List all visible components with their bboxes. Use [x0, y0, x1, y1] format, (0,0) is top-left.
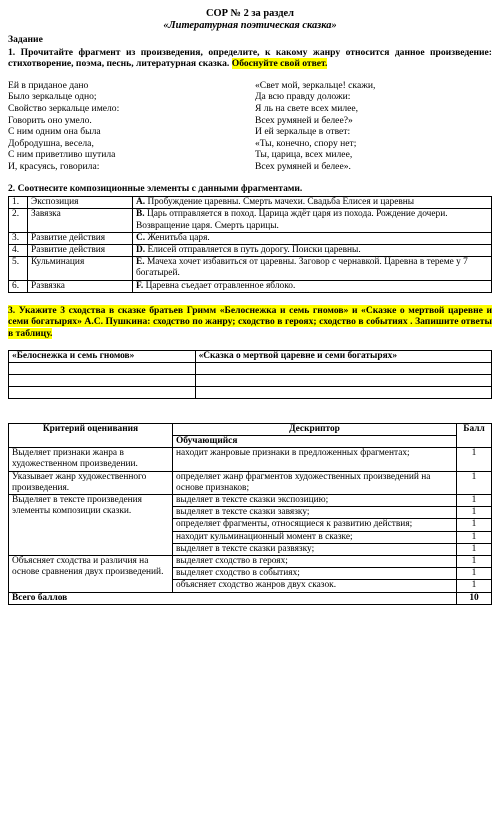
poem-line: И ей зеркальце в ответ:: [255, 126, 351, 138]
element-name: Развязка: [28, 280, 133, 292]
poem-line: Ей в приданое дано: [8, 79, 89, 91]
element-number: 6.: [9, 280, 28, 292]
poem-right-column: [245, 80, 492, 173]
fragment-cell: [133, 244, 492, 256]
rubric-descriptor: выделяет в тексте сказки экспозицию;: [173, 494, 457, 506]
fragment-letter: F.: [136, 280, 144, 291]
element-name: Развитие действия: [28, 244, 133, 256]
answer-cell[interactable]: [9, 362, 196, 374]
fragment-letter: B.: [136, 209, 145, 220]
fragment-letter: D.: [136, 244, 146, 255]
poem-line: Всех румяней и белее».: [255, 160, 351, 172]
poem-line: «Ты, конечно, спору нет;: [255, 137, 357, 149]
element-name: Развитие действия: [28, 232, 133, 244]
rubric-descriptor-header: Дескриптор: [173, 423, 457, 435]
poem-line: Ты, царица, всех милее,: [255, 149, 353, 161]
task2-title: 2. Соотнесите композиционные элементы с данными фрагментами.: [8, 182, 303, 194]
poem-line: С ним одним она была: [8, 126, 101, 138]
rubric-descriptor: выделяет в тексте сказки завязку;: [173, 507, 457, 519]
composition-row: [9, 244, 492, 256]
fragment-letter: E.: [136, 257, 145, 268]
rubric-descriptor: находит жанровые признаки в предложенных фрагментах;: [173, 448, 457, 471]
fragment-letter: C.: [136, 232, 146, 243]
composition-row: [9, 209, 492, 232]
element-number: 4.: [9, 244, 28, 256]
element-name: Завязка: [28, 209, 133, 232]
poem-line: Добродушна, весела,: [8, 137, 94, 149]
element-name: Экспозиция: [28, 197, 133, 209]
rubric-score: 1: [457, 580, 492, 592]
composition-row: [9, 257, 492, 280]
rubric-row: [9, 555, 492, 567]
rubric-criterion: Указывает жанр художественного произведения.: [9, 471, 173, 494]
rubric-student-header: Обучающийся: [173, 435, 457, 447]
composition-row: [9, 280, 492, 292]
element-number: 1.: [9, 197, 28, 209]
doc-header-line2: «Литературная поэтическая сказка»: [163, 20, 337, 31]
rubric-score-header: Балл: [457, 423, 492, 447]
doc-header-line1: СОР № 2 за раздел: [206, 8, 294, 19]
rubric-descriptor: определяет жанр фрагментов художественных произведений на основе признаков;: [173, 471, 457, 494]
answer-cell[interactable]: [9, 374, 196, 386]
composition-table: [8, 196, 492, 293]
composition-row: [9, 232, 492, 244]
poem-line: «Свет мой, зеркальце! скажи,: [255, 79, 376, 91]
fragment-cell: [133, 232, 492, 244]
fragment-text: Пробуждение царевны. Смерть мачехи. Свадьба Елисея и царевны: [145, 197, 415, 208]
answer-cell[interactable]: [195, 362, 491, 374]
element-name: Кульминация: [28, 257, 133, 280]
answer-cell[interactable]: [9, 386, 196, 398]
fragment-text: Мачеха хочет избавиться от царевны. Заговор с чернавкой. Царевна в тереме у 7 богатырей.: [136, 257, 468, 279]
task1: [8, 47, 492, 70]
answer-cell[interactable]: [195, 386, 491, 398]
task3: [8, 305, 492, 340]
similarities-table: [8, 350, 492, 399]
poem-line: Говорить оно умело.: [8, 114, 92, 126]
rubric-row: [9, 471, 492, 494]
similarities-col1-header: «Белоснежка и семь гномов»: [9, 350, 196, 362]
similarities-col2-header: «Сказка о мертвой царевне и семи богатырях»: [195, 350, 491, 362]
fragment-cell: [133, 257, 492, 280]
fragment-cell: [133, 197, 492, 209]
fragment-letter: A.: [136, 197, 146, 208]
rubric-score: 1: [457, 507, 492, 519]
rubric-row: [9, 448, 492, 471]
poem-line: Свойство зеркальце имело:: [8, 102, 120, 114]
poem-line: С ним приветливо шутила: [8, 149, 116, 161]
rubric-descriptor: объясняет сходство жанров двух сказок.: [173, 580, 457, 592]
poem-line: Всех румяней и белее?»: [255, 114, 353, 126]
task1-highlight: Обоснуйте свой ответ.: [231, 58, 328, 70]
rubric-total-label: Всего баллов: [9, 592, 457, 604]
rubric-total-value: 10: [457, 592, 492, 604]
task-label: Задание: [8, 34, 43, 45]
fragment-cell: [133, 280, 492, 292]
rubric-score: 1: [457, 568, 492, 580]
rubric-score: 1: [457, 531, 492, 543]
poem-left-column: [8, 80, 245, 173]
rubric-score: 1: [457, 471, 492, 494]
poem-line: Да всю правду доложи:: [255, 91, 351, 103]
rubric-row: [9, 494, 492, 506]
rubric-criterion: Объясняет сходства и различия на основе сравнения двух произведений.: [9, 555, 173, 592]
rubric-score: 1: [457, 519, 492, 531]
rubric-score: 1: [457, 448, 492, 471]
fragment-cell: [133, 209, 492, 232]
task1-text: 1. Прочитайте фрагмент из произведения, определите, к какому жанру относится данное произведение: стихотворение, поэма, песнь, литературная сказка.: [8, 46, 492, 70]
rubric-score: 1: [457, 543, 492, 555]
element-number: 3.: [9, 232, 28, 244]
task3-text: 3. Укажите 3 сходства в сказке братьев Гримм «Белоснежка и семь гномов» и «Сказке о мертвой царевне и семи богатырях» А.С. Пушкина: сходство по жанру; сходство в героях; сходство в событиях . Запишите ответы в таблицу.: [8, 304, 492, 339]
rubric-descriptor: выделяет сходство в событиях;: [173, 568, 457, 580]
rubric-descriptor: выделяет сходство в героях;: [173, 555, 457, 567]
rubric-criterion-header: Критерий оценивания: [9, 423, 173, 447]
composition-row: [9, 197, 492, 209]
fragment-text: Женитьба царя.: [145, 232, 210, 243]
element-number: 5.: [9, 257, 28, 280]
rubric-score: 1: [457, 494, 492, 506]
poem-fragment: [8, 80, 492, 173]
fragment-text: Царь отправляется в поход. Царица ждёт царя из похода. Рождение дочери. Возвращение царя. Смерть царицы.: [136, 209, 448, 231]
fragment-text: Елисей отправляется в путь дорогу. Поиски царевны.: [145, 244, 361, 255]
poem-line: Было зеркальце одно;: [8, 91, 97, 103]
rubric-criterion: Выделяет признаки жанра в художественном произведении.: [9, 448, 173, 471]
rubric-descriptor: находит кульминационный момент в сказке;: [173, 531, 457, 543]
poem-line: И, красуясь, говорила:: [8, 160, 100, 172]
element-number: 2.: [9, 209, 28, 232]
rubric-score: 1: [457, 555, 492, 567]
rubric-descriptor: определяет фрагменты, относящиеся к развитию действия;: [173, 519, 457, 531]
fragment-text: Царевна съедает отравленное яблоко.: [143, 280, 296, 291]
answer-cell[interactable]: [195, 374, 491, 386]
rubric-descriptor: выделяет в тексте сказки развязку;: [173, 543, 457, 555]
rubric-table: [8, 423, 492, 605]
poem-line: Я ль на свете всех милее,: [255, 102, 359, 114]
rubric-criterion: Выделяет в тексте произведения элементы композиции сказки.: [9, 494, 173, 555]
